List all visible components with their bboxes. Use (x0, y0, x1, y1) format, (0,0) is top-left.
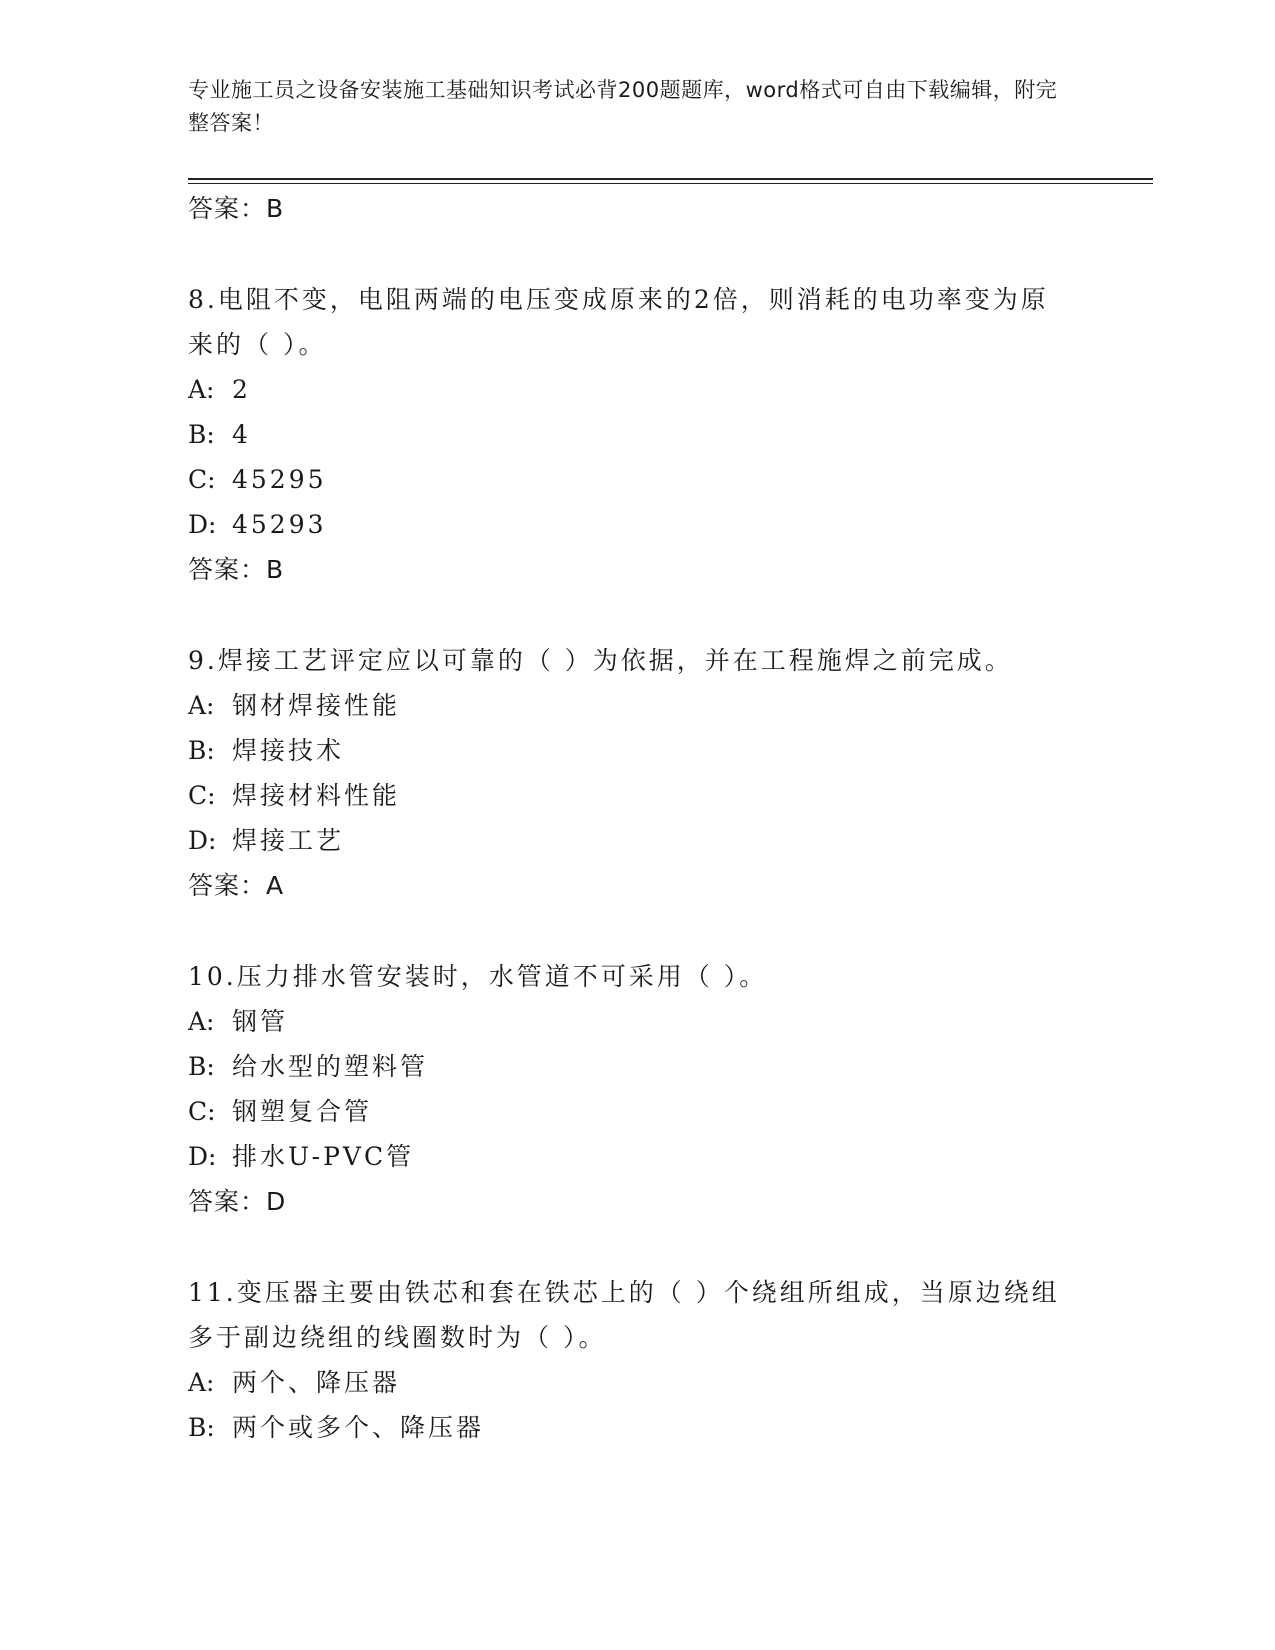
answer-line: 答案：A (188, 871, 285, 900)
answer-line: 答案：B (188, 555, 285, 584)
option-key: A: (188, 375, 215, 404)
document-header: 专业施工员之设备安装施工基础知识考试必背200题题库，word格式可自由下载编辑，附完整答案！ (188, 78, 1058, 135)
question-item (188, 1270, 1153, 1450)
option-c (188, 457, 1153, 502)
option-d (188, 818, 1153, 863)
spacer (188, 231, 1153, 277)
question-text: 10.压力排水管安装时，水管道不可采用（ ）。 (188, 962, 768, 991)
option-key: D: (188, 1142, 217, 1171)
option-d (188, 502, 1153, 547)
question-item (188, 638, 1153, 908)
option-text: 焊接工艺 (232, 826, 345, 855)
spacer (188, 592, 1153, 638)
option-b (188, 1405, 1153, 1450)
option-text: 两个或多个、降压器 (232, 1413, 485, 1442)
option-text: 2 (232, 375, 251, 404)
option-key: D: (188, 826, 217, 855)
option-b (188, 728, 1153, 773)
spacer (188, 1224, 1153, 1270)
option-key: A: (188, 1007, 215, 1036)
answer-line: 答案：D (188, 1187, 287, 1216)
option-text: 给水型的塑料管 (232, 1052, 429, 1081)
option-b (188, 1044, 1153, 1089)
spacer (188, 908, 1153, 954)
option-a (188, 1360, 1153, 1405)
option-key: A: (188, 691, 215, 720)
option-key: B: (188, 736, 215, 765)
previous-answer: 答案：B (188, 194, 285, 223)
option-text: 4 (232, 420, 251, 449)
question-text: 11.变压器主要由铁芯和套在铁芯上的（ ）个绕组所组成，当原边绕组多于副边绕组的线圈数时为（ ）。 (188, 1278, 1060, 1352)
option-key: D: (188, 510, 217, 539)
option-a (188, 999, 1153, 1044)
option-a (188, 683, 1153, 728)
question-text: 9.焊接工艺评定应以可靠的（ ）为依据，并在工程施焊之前完成。 (188, 646, 1013, 675)
option-b (188, 412, 1153, 457)
option-key: B: (188, 420, 215, 449)
option-text: 45293 (232, 510, 327, 539)
option-a (188, 367, 1153, 412)
document-page (188, 0, 1153, 1650)
option-text: 两个、降压器 (232, 1368, 401, 1397)
option-key: B: (188, 1052, 215, 1081)
option-c (188, 1089, 1153, 1134)
option-text: 钢塑复合管 (232, 1097, 373, 1126)
question-list (188, 186, 1153, 1450)
option-key: C: (188, 781, 216, 810)
header-divider (188, 178, 1153, 184)
option-key: C: (188, 1097, 216, 1126)
option-key: A: (188, 1368, 215, 1397)
option-text: 钢管 (232, 1007, 289, 1036)
option-text: 45295 (232, 465, 327, 494)
option-key: B: (188, 1413, 215, 1442)
question-text: 8.电阻不变，电阻两端的电压变成原来的2倍，则消耗的电功率变为原来的（ ）。 (188, 285, 1049, 359)
option-d (188, 1134, 1153, 1179)
option-text: 焊接技术 (232, 736, 345, 765)
question-item (188, 277, 1153, 592)
option-c (188, 773, 1153, 818)
question-item (188, 954, 1153, 1224)
option-text: 钢材焊接性能 (232, 691, 401, 720)
option-key: C: (188, 465, 216, 494)
option-text: 焊接材料性能 (232, 781, 401, 810)
option-text: 排水U-PVC管 (232, 1142, 415, 1171)
